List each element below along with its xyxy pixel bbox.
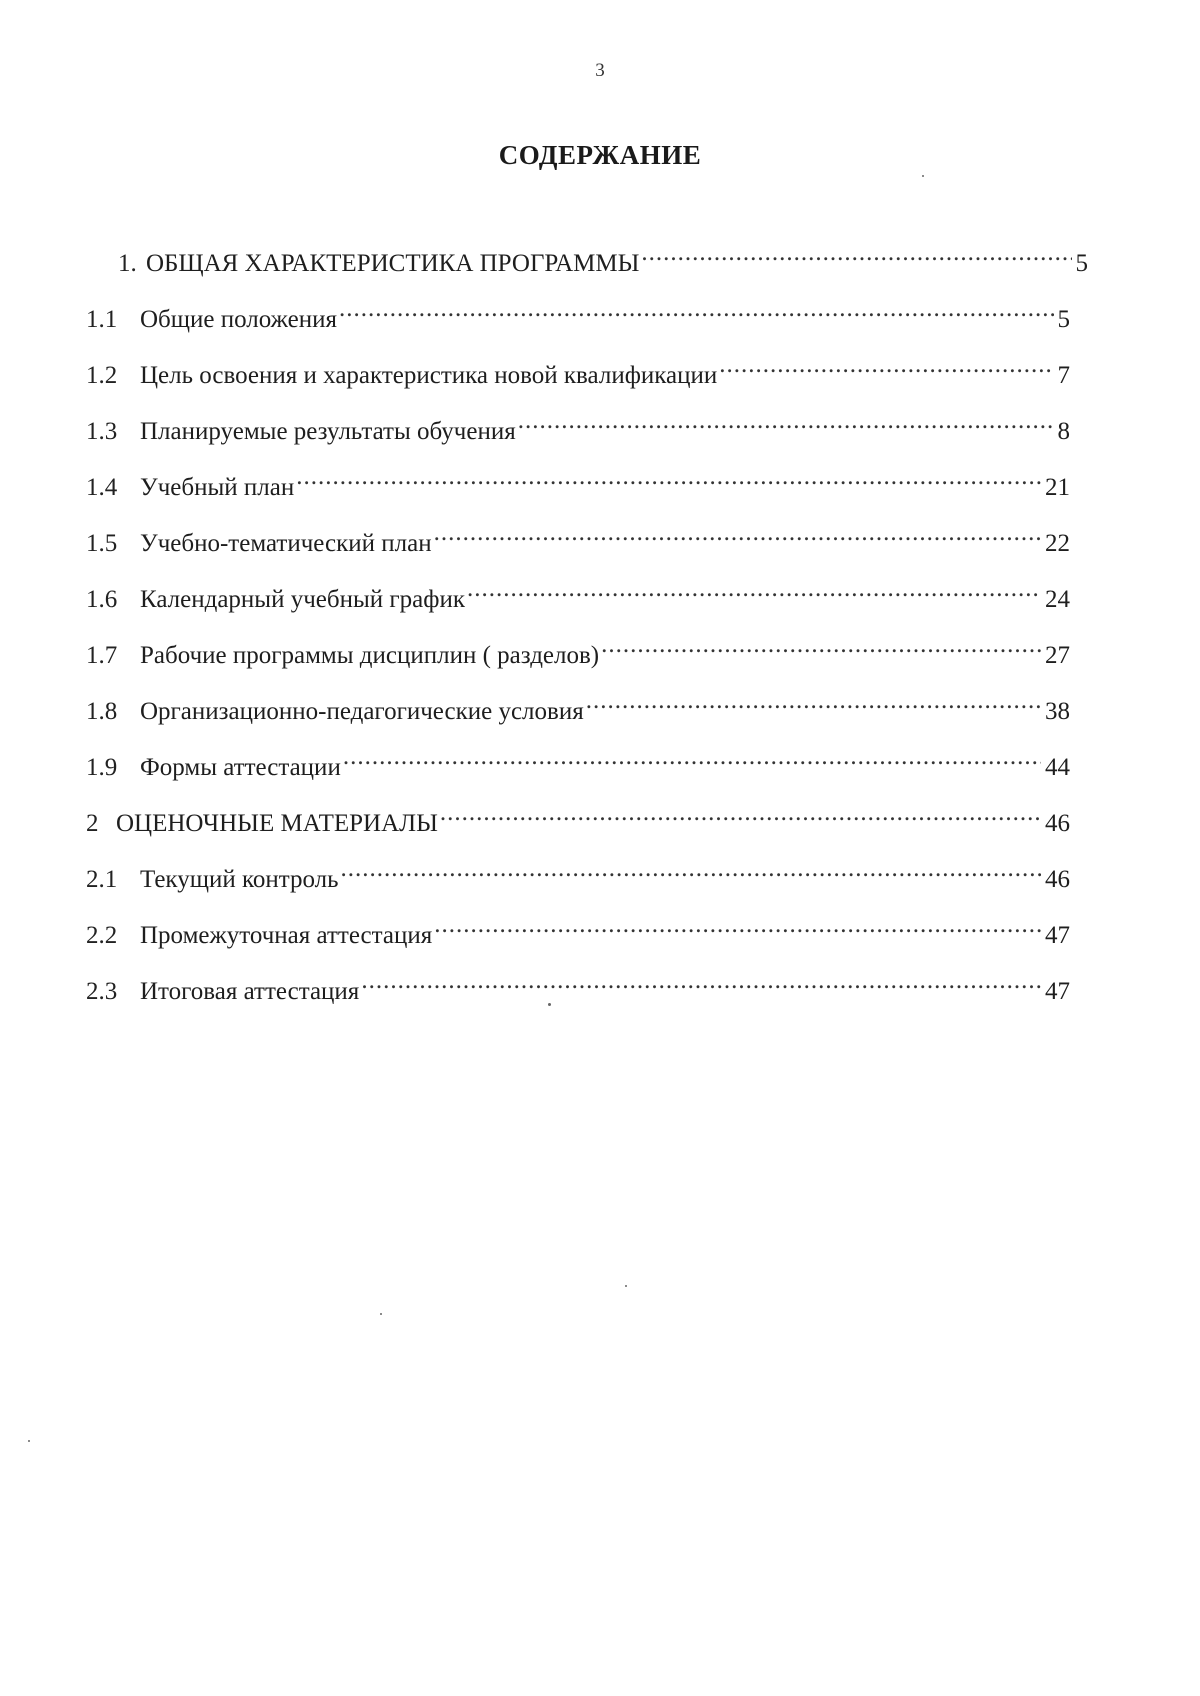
- toc-leader-dots: [361, 963, 1041, 999]
- toc-entry-2-3: [86, 963, 1070, 1005]
- toc-entry-label: Организационно-педагогические условия: [140, 698, 584, 725]
- toc-entry-number: 2: [86, 810, 99, 837]
- toc-entry-label: Текущий контроль: [140, 866, 339, 893]
- toc-entry-number: 1.1: [86, 306, 118, 333]
- toc-entry-number: 1.9: [86, 754, 118, 781]
- toc-entry-label: Планируемые результаты обучения: [140, 418, 516, 445]
- toc-entry-label: Цель освоения и характеристика новой квалификации: [140, 362, 718, 389]
- toc-entry-number: 1.3: [86, 418, 118, 445]
- toc-entry-number: 1.7: [86, 642, 118, 669]
- toc-entry-page: 5: [1075, 250, 1088, 277]
- toc-entry-page: 46: [1045, 810, 1070, 837]
- toc-leader-dots: [434, 515, 1041, 551]
- toc-entry-number: 2.3: [86, 978, 118, 1005]
- toc-entry-page: 8: [1057, 418, 1070, 445]
- toc-leader-dots: [641, 235, 1071, 271]
- toc-entry-number: 1.2: [86, 362, 118, 389]
- toc-entry-number: 1.5: [86, 530, 118, 557]
- toc-entry-2-2: [86, 907, 1070, 949]
- toc-entry-page: 5: [1057, 306, 1070, 333]
- toc-entry-1-9: [86, 739, 1070, 781]
- toc-leader-dots: [339, 291, 1054, 327]
- toc-entry-2-1: [86, 851, 1070, 893]
- toc-entry-label: Учебный план: [140, 474, 295, 501]
- toc-entry-number: 1.: [118, 250, 137, 277]
- toc-leader-dots: [719, 347, 1053, 383]
- toc-entry-label: Рабочие программы дисциплин ( разделов): [140, 642, 600, 669]
- page-title: СОДЕРЖАНИЕ: [498, 140, 702, 170]
- toc-leader-dots: [434, 907, 1041, 943]
- scan-speck: [28, 1440, 30, 1442]
- toc-entry-label: Формы аттестации: [140, 754, 341, 781]
- toc-entry-number: 2.2: [86, 922, 118, 949]
- toc-entry-page: 7: [1057, 362, 1070, 389]
- toc-entry-page: 46: [1045, 866, 1070, 893]
- toc-entry-number: 2.1: [86, 866, 118, 893]
- toc-leader-dots: [440, 795, 1041, 831]
- toc-leader-dots: [296, 459, 1041, 495]
- toc-entry-label: Учебно-тематический план: [140, 530, 432, 557]
- toc-entry-number: 1.6: [86, 586, 118, 613]
- toc-entry-label: Общие положения: [140, 306, 337, 333]
- scan-speck: [548, 1003, 551, 1006]
- toc-entry-1-3: [86, 403, 1070, 445]
- toc-leader-dots: [343, 739, 1041, 775]
- toc-entry-page: 22: [1045, 530, 1070, 557]
- toc-entry-page: 47: [1045, 978, 1070, 1005]
- toc-entry-page: 24: [1045, 586, 1070, 613]
- toc-entry-page: 21: [1045, 474, 1070, 501]
- scan-speck: [922, 175, 924, 177]
- page-number: 3: [595, 60, 605, 81]
- toc-entry-label: Промежуточная аттестация: [140, 922, 433, 949]
- toc-entry-label: Итоговая аттестация: [140, 978, 360, 1005]
- toc-entry-1-2: [86, 347, 1070, 389]
- scan-speck: [380, 1313, 382, 1315]
- toc-entry-number: 1.4: [86, 474, 118, 501]
- toc-leader-dots: [467, 571, 1041, 607]
- toc-leader-dots: [341, 851, 1042, 887]
- table-of-contents: [0, 235, 1200, 1005]
- toc-entry-label: ОБЩАЯ ХАРАКТЕРИСТИКА ПРОГРАММЫ: [146, 250, 640, 277]
- toc-leader-dots: [601, 627, 1041, 663]
- toc-entry-page: 44: [1045, 754, 1070, 781]
- toc-entry-1: [118, 235, 1088, 277]
- toc-entry-number: 1.8: [86, 698, 118, 725]
- toc-entry-1-6: [86, 571, 1070, 613]
- toc-entry-page: 47: [1045, 922, 1070, 949]
- scan-speck: [625, 1285, 627, 1287]
- toc-leader-dots: [518, 403, 1054, 439]
- toc-entry-page: 27: [1045, 642, 1070, 669]
- toc-entry-2: [86, 795, 1070, 837]
- toc-entry-1-1: [86, 291, 1070, 333]
- toc-entry-page: 38: [1045, 698, 1070, 725]
- toc-entry-label: ОЦЕНОЧНЫЕ МАТЕРИАЛЫ: [116, 810, 438, 837]
- toc-entry-label: Календарный учебный график: [140, 586, 465, 613]
- toc-entry-1-7: [86, 627, 1070, 669]
- toc-entry-1-4: [86, 459, 1070, 501]
- toc-leader-dots: [586, 683, 1041, 719]
- toc-entry-1-5: [86, 515, 1070, 557]
- toc-entry-1-8: [86, 683, 1070, 725]
